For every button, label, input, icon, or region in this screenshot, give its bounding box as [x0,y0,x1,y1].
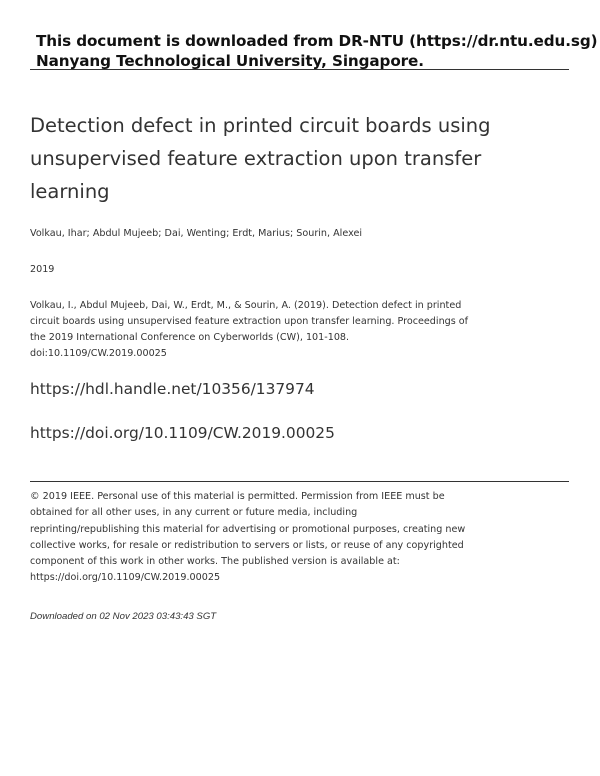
copyright-divider [30,481,569,482]
publication-year: 2019 [30,264,55,275]
header-line-institution: Nanyang Technological University, Singapore. [36,52,424,70]
header-divider [30,69,569,70]
authors: Volkau, Ihar; Abdul Mujeeb; Dai, Wenting; Erdt, Marius; Sourin, Alexei [30,228,363,239]
doi-link[interactable]: https://doi.org/10.1109/CW.2019.00025 [30,424,335,442]
paper-title: Detection defect in printed circuit boards using unsupervised feature extraction upon transfer learning [30,114,491,203]
citation [30,298,500,362]
handle-link[interactable]: https://hdl.handle.net/10356/137974 [30,380,315,398]
download-timestamp: Downloaded on 02 Nov 2023 03:43:43 SGT [30,611,217,622]
citation-line: Volkau, I., Abdul Mujeeb, Dai, W., Erdt, M., & Sourin, A. (2019). Detection defect in printed [30,300,462,311]
copyright-line: © 2019 IEEE. Personal use of this material is permitted. Permission from IEEE must be [30,491,445,502]
header-line-source: This document is downloaded from DR-NTU (https://dr.ntu.edu.sg) [36,32,598,50]
copyright-line: component of this work in other works. The published version is available at: [30,556,400,568]
copyright-line: obtained for all other uses, in any current or future media, including [30,507,358,519]
copyright-notice [30,489,510,587]
citation-line: the 2019 International Conference on Cyberworlds (CW), 101-108. [30,332,350,343]
copyright-line: reprinting/republishing this material for advertising or promotional purposes, creating new [30,523,466,535]
copyright-line: collective works, for resale or redistribution to servers or lists, or reuse of any copyrighted [30,539,464,551]
citation-doi: doi:10.1109/CW.2019.00025 [30,348,167,359]
copyright-published-link: https://doi.org/10.1109/CW.2019.00025 [30,572,221,584]
citation-line: circuit boards using unsupervised feature extraction upon transfer learning. Proceedings of [30,316,469,327]
repository-header [36,31,598,71]
